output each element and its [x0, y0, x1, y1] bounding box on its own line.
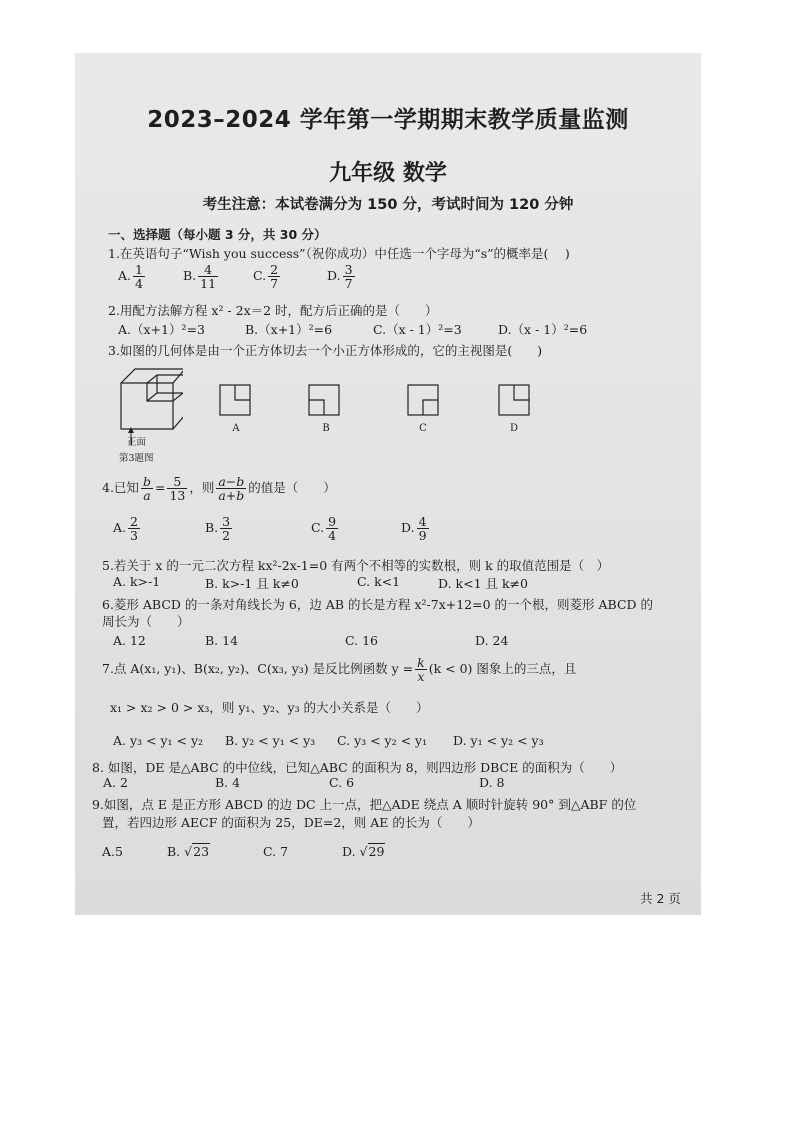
view-d-label: D: [509, 423, 519, 434]
question-5-stem: 5.若关于 x 的一元二次方程 kx²-2x-1=0 有两个不相等的实数根，则 k 的取值范围是（ ）: [102, 558, 610, 573]
question-8-option-b: B. 4: [215, 775, 241, 790]
exam-subtitle: 九年级 数学: [329, 161, 447, 186]
question-9-stem-line2: 置，若四边形 AECF 的面积为 25，DE=2，则 AE 的长为（ ）: [102, 815, 480, 830]
section-heading: 一、选择题（每小题 3 分，共 30 分）: [108, 227, 327, 242]
question-9-stem-line1: 9.如图，点 E 是正方形 ABCD 的边 DC 上一点，把△ADE 绕点 A 顺时针旋转 90° 到△ABF 的位: [92, 797, 637, 812]
question-7-stem-line1: 7.点 A(x₁, y₁)、B(x₂, y₂)、C(x₃, y₃) 是反比例函数 y = $\frac{k}{x}$ (k < 0) 图象上的三点，且: [102, 655, 577, 685]
question-7-option-d: D. y₁ < y₂ < y₃: [453, 733, 544, 748]
question-4-option-a: A. $\frac{2}{3}$: [113, 514, 138, 544]
question-4-option-d: D. $\frac{4}{9}$: [401, 514, 427, 544]
figure-3-caption: 第3题图: [119, 453, 154, 464]
question-7-option-c: C. y₃ < y₂ < y₁: [337, 733, 428, 748]
question-9-option-a: A.5: [102, 844, 123, 859]
question-2-option-b: B.（x+1）²=6: [245, 322, 333, 337]
question-1-option-c: C. $\frac{2}{7}$: [253, 262, 279, 292]
question-5-option-d: D. k<1 且 k≠0: [438, 576, 528, 591]
question-9-option-c: C. 7: [263, 844, 289, 859]
question-8-option-a: A. 2: [103, 775, 128, 790]
exam-paper-photo: [75, 53, 701, 915]
exam-notice: 考生注意：本试卷满分为 150 分，考试时间为 120 分钟: [202, 197, 574, 213]
view-b-label: B: [322, 423, 330, 434]
view-c-figure: [407, 384, 441, 418]
question-9-option-b: B. √23: [167, 844, 210, 859]
question-1-option-a: A. $\frac{1}{4}$: [118, 262, 143, 292]
question-1-option-b: B. $\frac{4}{11}$: [183, 262, 217, 292]
question-1-option-d: D. $\frac{3}{7}$: [327, 262, 353, 292]
question-6-stem-line1: 6.菱形 ABCD 的一条对角线长为 6，边 AB 的长是方程 x²-7x+12=0 的一个根，则菱形 ABCD 的: [102, 597, 654, 612]
question-8-option-d: D. 8: [479, 775, 505, 790]
question-1-stem: 1.在英语句子“Wish you success”（祝你成功）中任选一个字母为“s”的概率是( ): [108, 246, 570, 261]
question-4-option-c: C. $\frac{9}{4}$: [311, 514, 337, 544]
question-5-option-b: B. k>-1 且 k≠0: [205, 576, 299, 591]
question-4-stem: 4.已知 $\frac{b}{a}$ = $\frac{5}{13}$ ，则 $\frac{a-b}{a+b}$ 的值是（ ）: [102, 474, 336, 504]
question-6-option-c: C. 16: [345, 633, 378, 648]
exam-title: 2023–2024 学年第一学期期末教学质量监测: [147, 107, 629, 133]
question-8-option-c: C. 6: [329, 775, 355, 790]
question-5-option-c: C. k<1: [357, 574, 401, 589]
question-6-option-a: A. 12: [113, 633, 146, 648]
question-2-stem: 2.用配方法解方程 x² - 2x＝2 时，配方后正确的是（ ）: [108, 303, 438, 318]
question-7-option-a: A. y₃ < y₁ < y₂: [113, 733, 204, 748]
question-3-stem: 3.如图的几何体是由一个正方体切去一个小正方体形成的，它的主视图是( ): [108, 343, 543, 358]
view-a-figure: [219, 384, 253, 418]
view-a-label: A: [232, 423, 240, 434]
question-8-stem: 8. 如图，DE 是△ABC 的中位线，已知△ABC 的面积为 8，则四边形 DBCE 的面积为（ ）: [92, 760, 623, 775]
question-2-option-a: A.（x+1）²=3: [118, 322, 205, 337]
question-5-option-a: A. k>-1: [113, 574, 161, 589]
question-6-option-b: B. 14: [205, 633, 239, 648]
question-2-option-d: D.（x - 1）²=6: [498, 322, 588, 337]
view-c-label: C: [419, 423, 427, 434]
question-6-stem-line2: 周长为（ ）: [102, 614, 190, 629]
question-7-option-b: B. y₂ < y₁ < y₃: [225, 733, 316, 748]
view-b-figure: [308, 384, 342, 418]
page-count: 共 2 页: [640, 891, 681, 906]
question-4-option-b: B. $\frac{3}{2}$: [205, 514, 231, 544]
cube-figure: [113, 361, 183, 433]
question-6-option-d: D. 24: [475, 633, 509, 648]
question-9-option-d: D. √29: [342, 844, 385, 859]
question-7-stem-line2: x₁ > x₂ > 0 > x₃，则 y₁、y₂、y₃ 的大小关系是（ ）: [110, 700, 429, 715]
question-2-option-c: C.（x - 1）²=3: [373, 322, 462, 337]
front-label: 正面: [127, 437, 147, 448]
view-d-figure: [498, 384, 532, 418]
